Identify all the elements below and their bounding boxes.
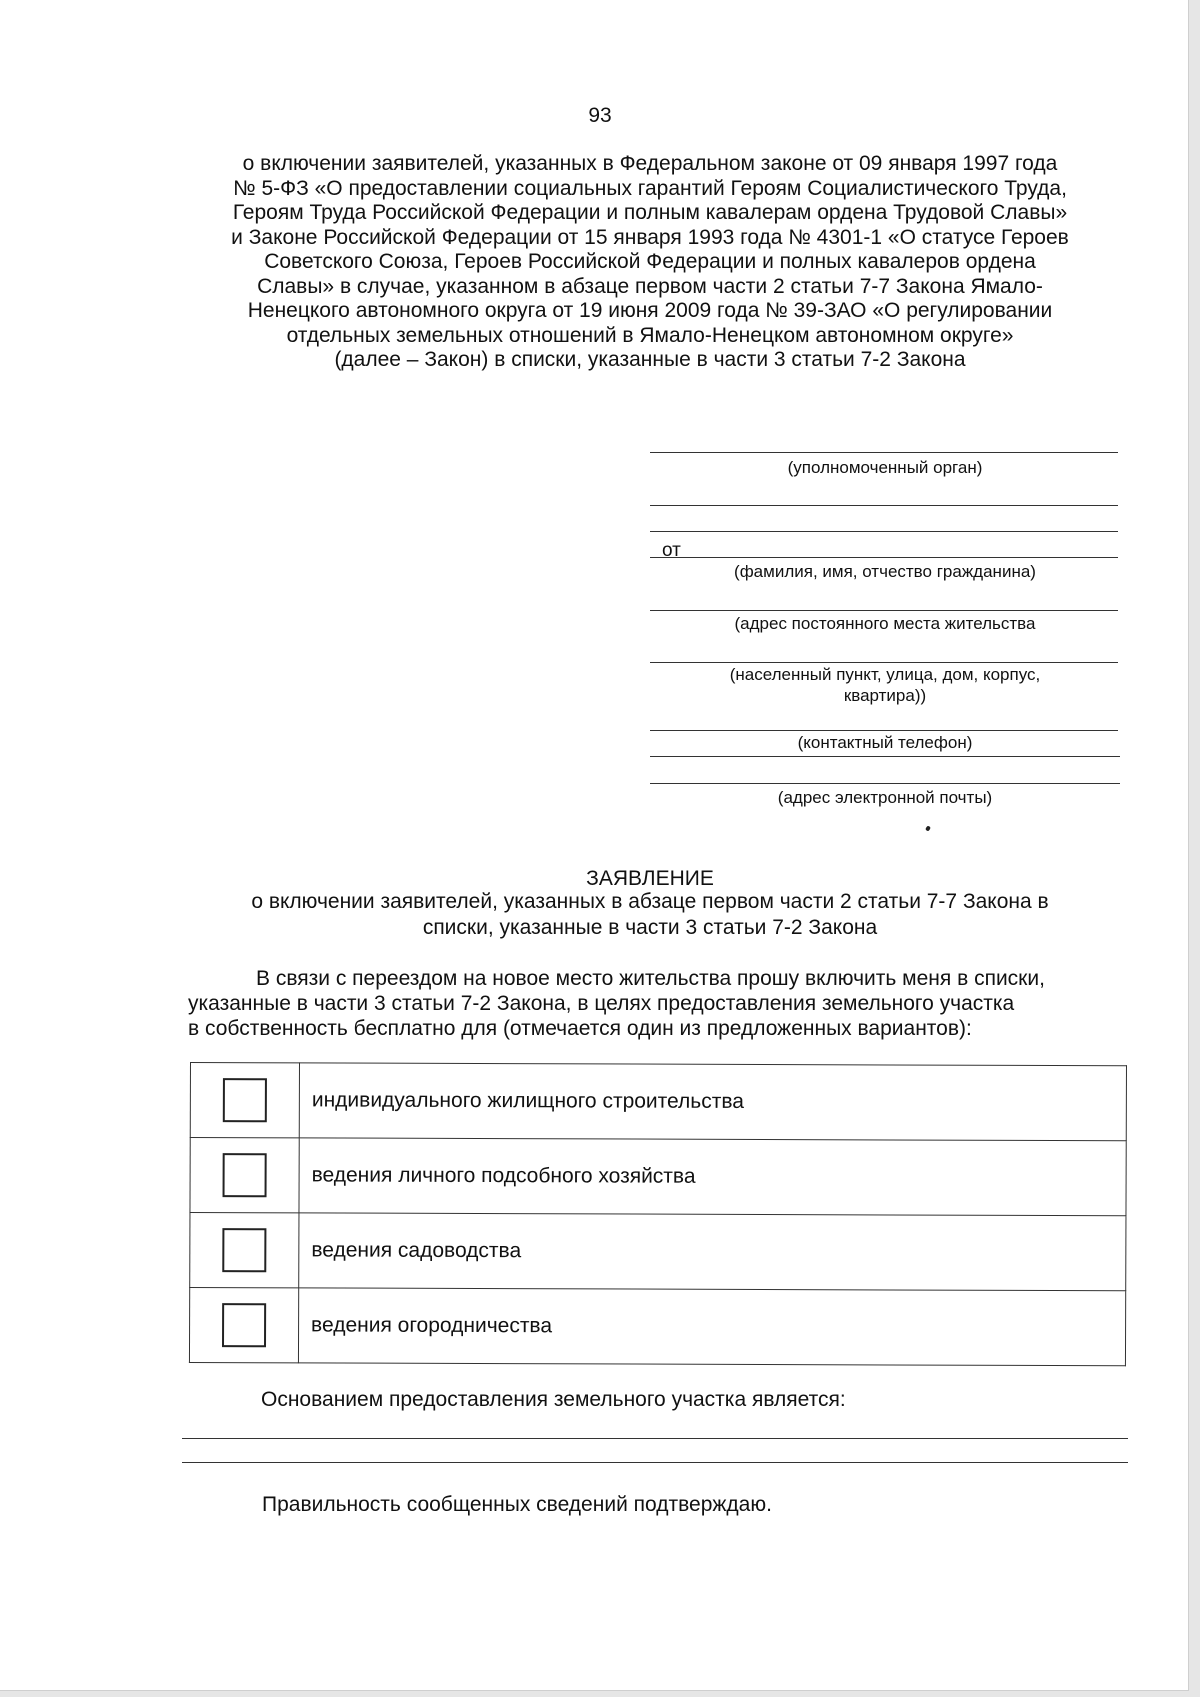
email-caption: (адрес электронной почты)	[777, 788, 993, 807]
from-label: от	[662, 540, 681, 561]
request-line: В связи с переездом на новое место жительства прошу включить меня в списки,	[256, 967, 1045, 990]
statement-title: ЗАЯВЛЕНИЕ	[586, 867, 714, 890]
table-row	[190, 1213, 1126, 1291]
statement-subtitle	[185, 889, 1115, 941]
basis-line[interactable]	[182, 1438, 1128, 1439]
checkbox-cell	[190, 1063, 299, 1138]
table-row	[190, 1138, 1126, 1216]
option-label: ведения личного подсобного хозяйства	[299, 1138, 1126, 1216]
from-line-top[interactable]	[650, 531, 1118, 532]
request-line: в собственность бесплатно для (отмечается один из предложенных вариантов):	[188, 1017, 972, 1040]
email-line-top[interactable]	[650, 756, 1120, 757]
authority-line-2[interactable]	[650, 505, 1118, 506]
table-row	[189, 1288, 1125, 1366]
basis-label: Основанием предоставления земельного участка является:	[261, 1388, 846, 1411]
option-label: индивидуального жилищного строительства	[299, 1063, 1126, 1141]
request-line: указанные в части 3 статьи 7-2 Закона, в целях предоставления земельного участка	[188, 992, 1015, 1015]
checkbox-cell	[189, 1288, 298, 1363]
option-checkbox[interactable]	[223, 1153, 267, 1197]
scan-speck	[925, 825, 931, 831]
authority-line[interactable]	[650, 452, 1118, 453]
intro-heading	[170, 152, 1130, 373]
statement-subtitle-line: списки, указанные в части 3 статьи 7-2 Закона	[422, 916, 878, 939]
intro-line: о включении заявителей, указанных в Федеральном законе от 09 января 1997 года	[242, 152, 1058, 175]
confirm-label: Правильность сообщенных сведений подтверждаю.	[262, 1493, 772, 1516]
checkbox-cell	[190, 1213, 299, 1288]
page-number: 93	[588, 104, 612, 127]
statement-subtitle-line: о включении заявителей, указанных в абзаце первом части 2 статьи 7-7 Закона в	[251, 890, 1049, 913]
land-use-options-table	[189, 1062, 1127, 1366]
intro-line: № 5-ФЗ «О предоставлении социальных гарантий Героям Социалистического Труда,	[233, 176, 1067, 200]
option-checkbox[interactable]	[223, 1078, 267, 1122]
request-paragraph	[188, 966, 1123, 1041]
address-detail-caption: (населенный пункт, улица, дом, корпус,	[729, 665, 1041, 684]
address-detail-caption-2: квартира))	[843, 686, 927, 705]
checkbox-cell	[190, 1138, 299, 1213]
option-label: ведения садоводства	[299, 1213, 1126, 1291]
basis-line-2[interactable]	[182, 1462, 1128, 1463]
option-checkbox[interactable]	[222, 1228, 266, 1272]
intro-line: Героям Труда Российской Федерации и полным кавалерам ордена Трудовой Славы»	[232, 201, 1068, 224]
intro-line: Советского Союза, Героев Российской Федерации и полных кавалеров ордена	[264, 250, 1036, 273]
intro-line: и Законе Российской Федерации от 15 января 1993 года № 4301-1 «О статусе Героев	[231, 225, 1069, 249]
intro-line: отдельных земельных отношений в Ямало-Ненецком автономном округе»	[286, 323, 1014, 347]
option-checkbox[interactable]	[222, 1303, 266, 1347]
option-label: ведения огородничества	[298, 1288, 1125, 1366]
phone-caption: (контактный телефон)	[797, 733, 973, 752]
intro-line: (далее – Закон) в списки, указанные в части 3 статьи 7-2 Закона	[334, 348, 966, 371]
name-caption: (фамилия, имя, отчество гражданина)	[734, 562, 1036, 581]
table-row	[190, 1063, 1126, 1141]
address-caption: (адрес постоянного места жительства	[734, 614, 1036, 633]
authority-caption: (уполномоченный орган)	[787, 458, 983, 477]
intro-line: Славы» в случае, указанном в абзаце первом части 2 статьи 7-7 Закона Ямало-	[257, 274, 1043, 298]
name-line[interactable]	[650, 557, 1118, 558]
email-line[interactable]	[650, 783, 1120, 784]
phone-line[interactable]	[650, 730, 1118, 731]
intro-line: Ненецкого автономного округа от 19 июня 2009 года № 39-ЗАО «О регулировании	[247, 299, 1053, 322]
address-detail-line[interactable]	[650, 662, 1118, 663]
address-line[interactable]	[650, 610, 1118, 611]
